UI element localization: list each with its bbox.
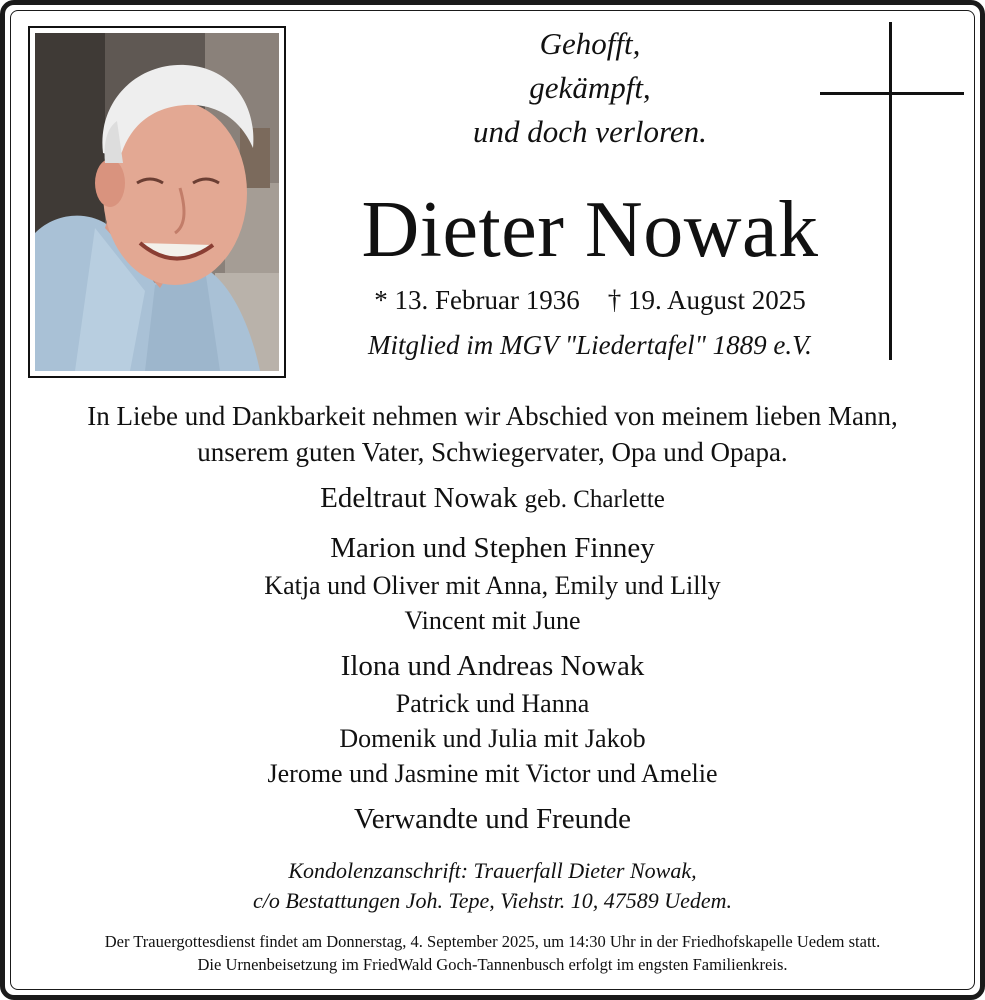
cross-icon-vertical	[889, 22, 892, 360]
relatives-line: Verwandte und Freunde	[353, 803, 632, 835]
portrait-frame	[28, 26, 286, 378]
grandchildren-line: Katja und Oliver mit Anna, Emily und Lilly	[264, 571, 721, 600]
portrait-photo	[35, 33, 279, 371]
service-line: Die Urnenbeisetzung im FriedWald Goch-Tannenbusch erfolgt im engsten Familienkreis.	[197, 955, 788, 974]
motto	[380, 22, 800, 154]
motto-line: und doch verloren.	[473, 114, 707, 149]
wife-maiden-name: geb. Charlette	[524, 486, 665, 513]
death-date: † 19. August 2025	[607, 285, 806, 315]
grandchildren-line: Jerome und Jasmine mit Victor und Amelie	[267, 759, 718, 788]
deceased-name: Dieter Nowak	[361, 186, 819, 274]
child-family-2: Ilona und Andreas Nowak	[340, 650, 645, 682]
wife-name: Edeltraut Nowak	[320, 482, 518, 514]
grandchildren-line: Vincent mit June	[404, 606, 581, 635]
membership-note: Mitglied im MGV "Liedertafel" 1889 e.V.	[368, 330, 812, 360]
grandchildren-line: Domenik und Julia mit Jakob	[339, 724, 646, 753]
grandchildren-line: Patrick und Hanna	[395, 689, 590, 718]
service-line: Der Trauergottesdienst findet am Donnerstag, 4. September 2025, um 14:30 Uhr in der Friedhofskapelle Uedem statt.	[104, 932, 881, 951]
child-family-1: Marion und Stephen Finney	[330, 532, 655, 564]
life-dates	[320, 282, 860, 318]
farewell-line: unserem guten Vater, Schwiegervater, Opa und Opapa.	[197, 437, 788, 467]
motto-line: gekämpft,	[529, 70, 651, 105]
birth-date: * 13. Februar 1936	[374, 285, 580, 315]
condolence-line: c/o Bestattungen Joh. Tepe, Viehstr. 10, 47589 Uedem.	[252, 888, 733, 913]
farewell-line: In Liebe und Dankbarkeit nehmen wir Abschied von meinem lieben Mann,	[87, 401, 898, 431]
condolence-line: Kondolenzanschrift: Trauerfall Dieter Nowak,	[288, 858, 697, 883]
condolence-address	[20, 856, 965, 916]
family-list	[20, 478, 965, 839]
motto-line: Gehofft,	[539, 26, 641, 61]
service-info	[20, 930, 965, 976]
wife-entry	[20, 478, 965, 520]
cross-icon-horizontal	[820, 92, 964, 95]
farewell-text	[20, 398, 965, 470]
